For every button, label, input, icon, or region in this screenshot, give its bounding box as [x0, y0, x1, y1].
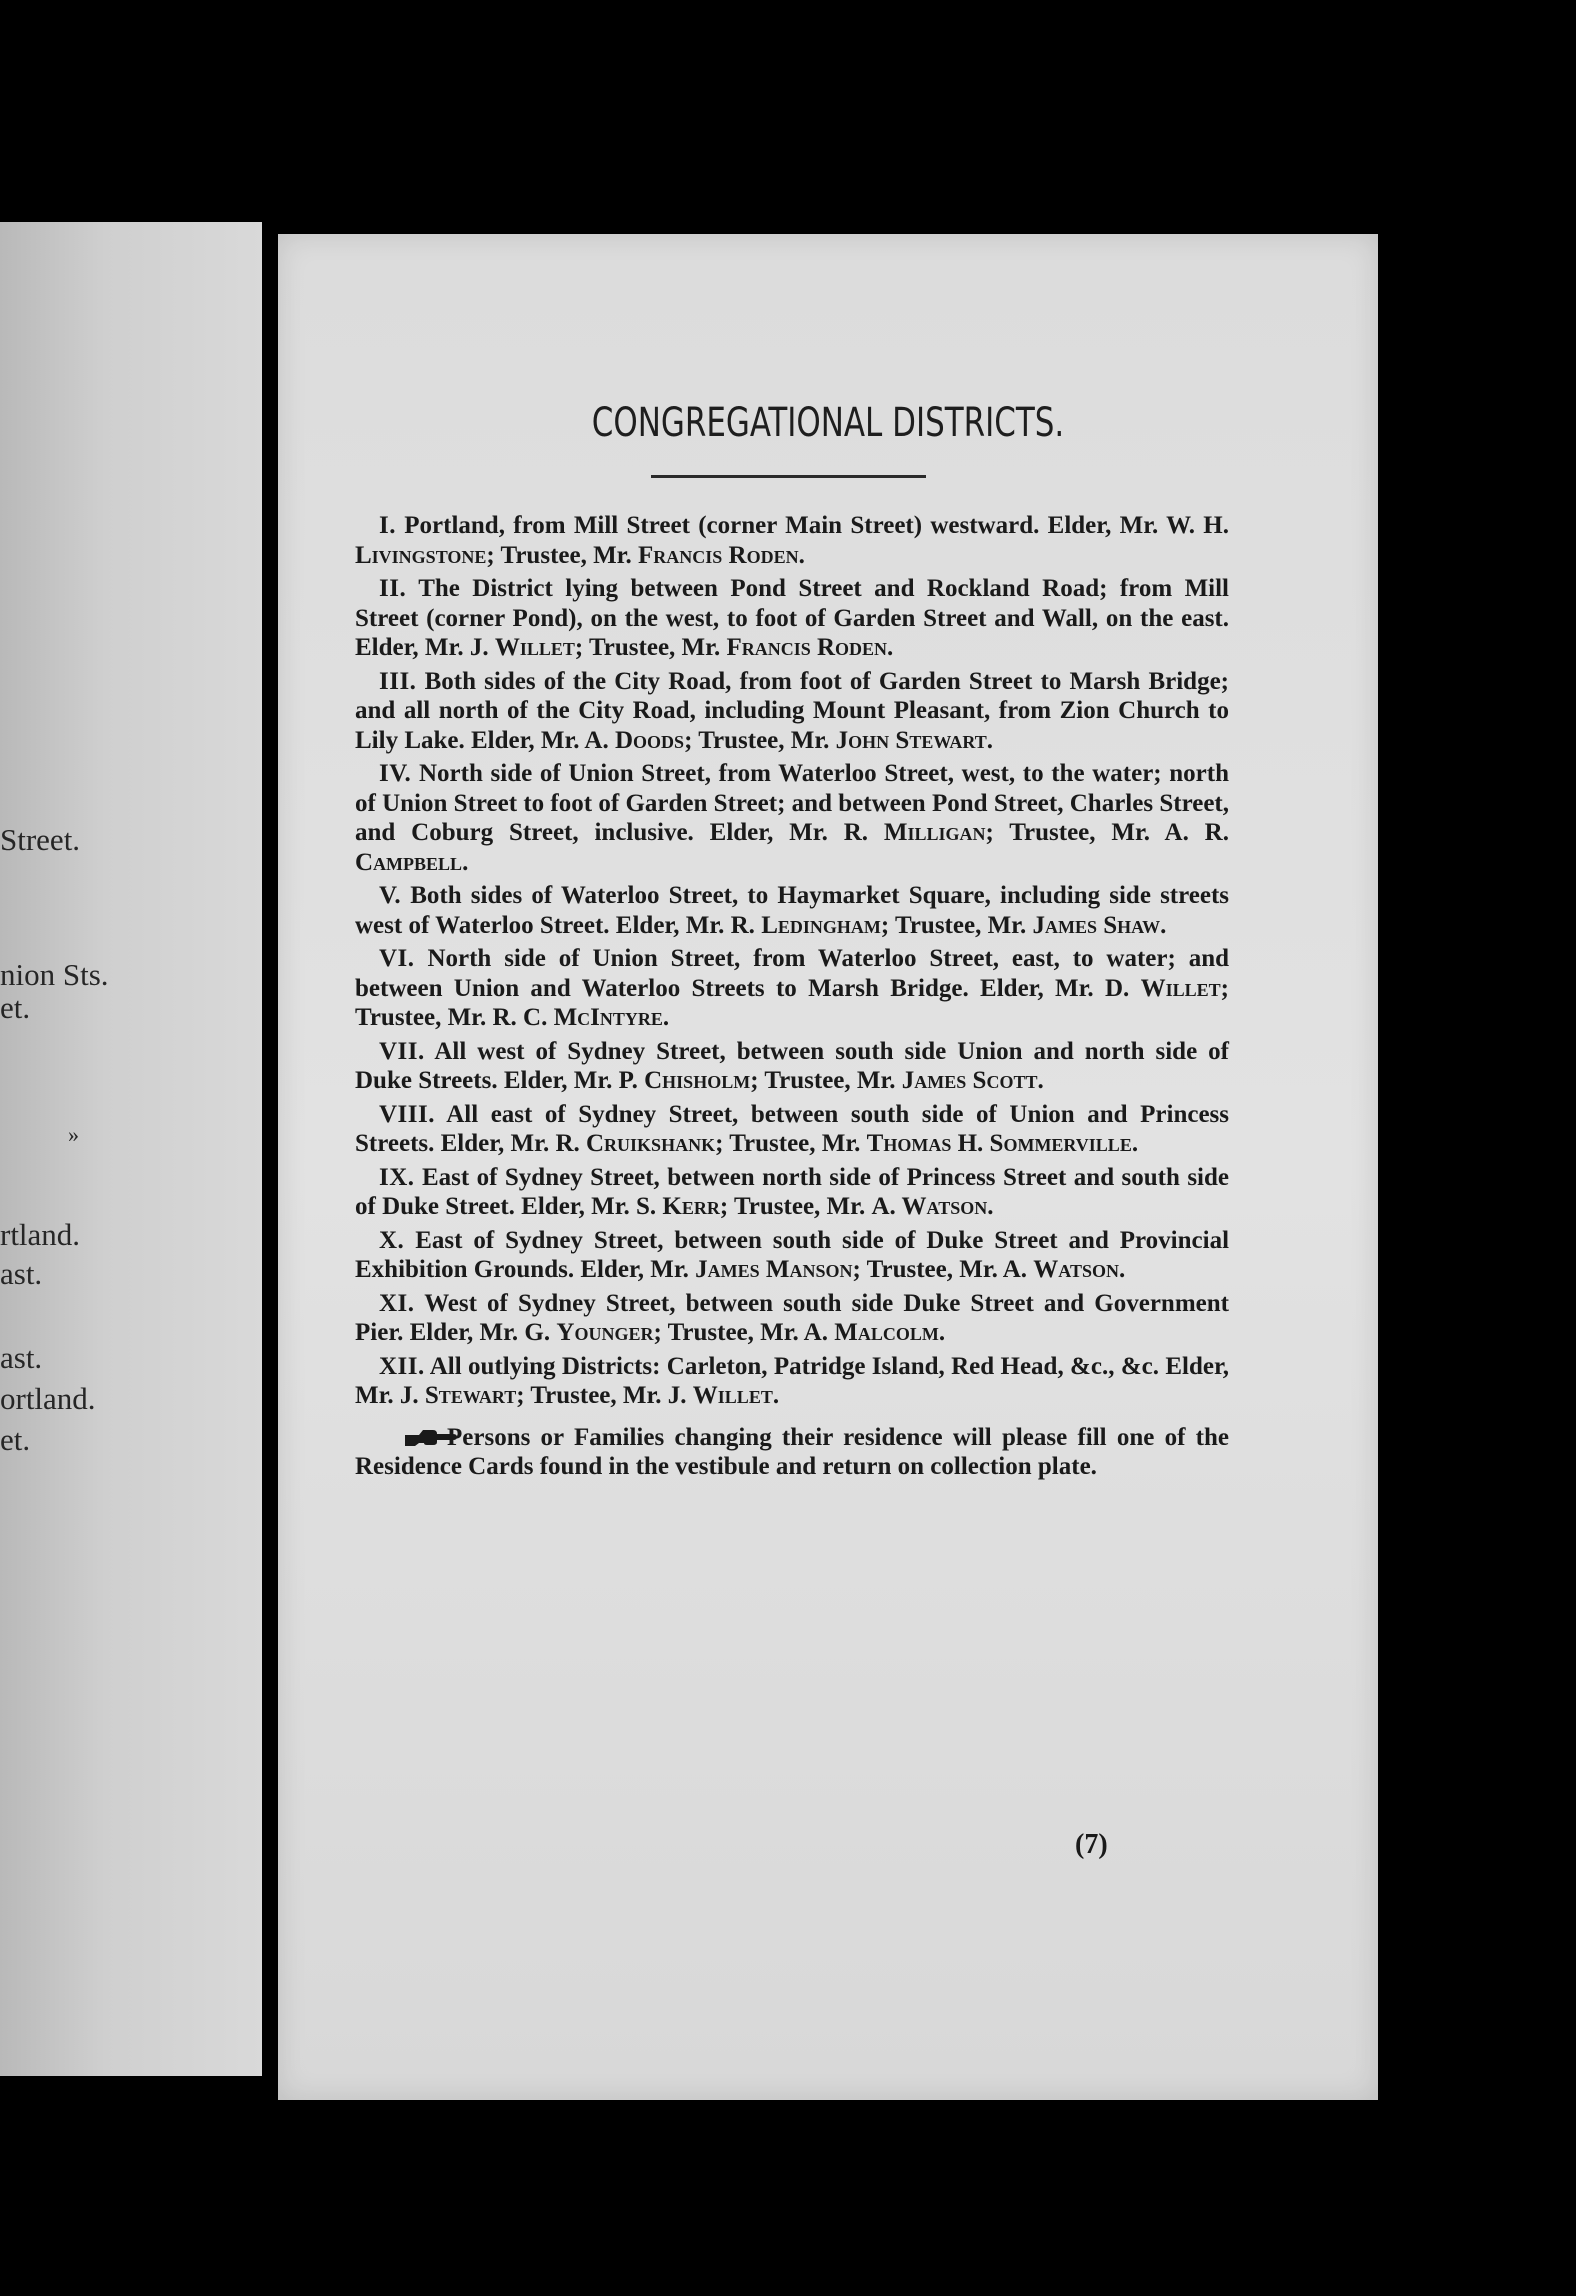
district-text: .	[462, 848, 469, 876]
district-entry	[355, 574, 1229, 663]
district-text: .	[1160, 911, 1167, 939]
district-entry	[355, 511, 1229, 570]
elder-name: Kerr	[662, 1193, 720, 1220]
trustee-name: James Shaw	[1032, 911, 1161, 939]
district-entry	[355, 1352, 1229, 1411]
district-numeral: VI.	[379, 945, 415, 972]
district-text: .	[987, 1193, 994, 1220]
title-rule	[651, 475, 926, 478]
district-text: Both sides of Waterloo Street, to Haymarket Square, including side streets west of Waterloo Street. Elder, Mr. R.	[355, 882, 1230, 939]
notice-text: Persons or Families changing their residence will please fill one of the Residence Cards found in the vestibule and return on collection plate.	[355, 1423, 1229, 1480]
district-text: .	[938, 1319, 946, 1346]
district-numeral: III.	[379, 667, 417, 695]
district-text: North side of Union Street, from Waterloo Street, east, to water; and between Union and Waterloo Streets to Marsh Bridge. Elder, Mr. D.	[355, 945, 1230, 1002]
district-text: North side of Union Street, from Waterloo Street, west, to the water; north of Union Street to foot of Garden Street; and between Pond Street, Charles Street, and Coburg Street, inclusive. Elder, Mr. R.	[355, 760, 1230, 846]
districts-list	[355, 511, 1229, 1486]
left-text-fragment: ortland.	[0, 1381, 96, 1416]
district-text: ; Trustee, Mr.	[684, 726, 836, 754]
district-text: ; Trustee, Mr. A. R.	[985, 819, 1229, 846]
district-text: .	[798, 541, 805, 569]
district-numeral: IV.	[379, 760, 412, 787]
elder-name: Younger	[556, 1319, 654, 1346]
district-text: East of Sydney Street, between north side of Princess Street and south side of Duke Street. Elder, Mr. S.	[355, 1163, 1230, 1220]
trustee-name: Campbell	[355, 848, 463, 876]
district-numeral: VII.	[379, 1037, 425, 1065]
district-entry	[355, 1163, 1229, 1222]
district-text: ; Trustee, Mr. A.	[852, 1256, 1034, 1283]
trustee-name: Malcolm	[834, 1319, 939, 1346]
page-title: CONGREGATIONAL DISTRICTS.	[591, 400, 1065, 446]
page-number: (7)	[1075, 1829, 1108, 1860]
trustee-name: Francis Roden	[726, 634, 888, 661]
district-numeral: X.	[379, 1226, 405, 1254]
trustee-name: Willet	[692, 1382, 773, 1409]
trustee-name: Thomas H. Sommerville	[866, 1130, 1132, 1157]
district-text: ; Trustee, Mr.	[486, 541, 638, 569]
trustee-name: McIntyre	[553, 1004, 663, 1031]
district-numeral: XII.	[379, 1352, 425, 1380]
elder-name: Milligan	[883, 819, 986, 846]
elder-name: Willet	[1140, 974, 1221, 1002]
elder-name: Doods	[615, 726, 685, 754]
left-text-fragment: et.	[0, 1422, 31, 1457]
district-entry	[355, 759, 1229, 877]
district-entry	[355, 1037, 1229, 1096]
left-text-fragment: »	[68, 1122, 79, 1147]
district-text: .	[986, 726, 993, 754]
district-numeral: I.	[379, 512, 396, 539]
trustee-name: Francis Roden	[637, 541, 799, 569]
elder-name: Willet	[494, 634, 575, 661]
district-numeral: IX.	[379, 1163, 415, 1191]
elder-name: Ledingham	[761, 911, 881, 939]
district-entry	[355, 667, 1229, 756]
district-text: Portland, from Mill Street (corner Main Street) westward. Elder, Mr. W. H.	[404, 512, 1229, 539]
district-text: ; Trustee, Mr.	[880, 911, 1033, 939]
district-text: .	[772, 1382, 780, 1409]
left-text-fragment: nion Sts.	[0, 957, 109, 992]
district-text: ; Trustee, Mr. J.	[516, 1382, 693, 1409]
district-numeral: VIII.	[379, 1100, 435, 1128]
trustee-name: A. Watson	[871, 1193, 988, 1220]
left-text-fragment: Street.	[0, 822, 81, 857]
district-text: ; Trustee, Mr.	[574, 634, 727, 661]
left-text-fragment: ast.	[0, 1256, 43, 1291]
elder-name: Livingstone	[355, 541, 487, 569]
page-gutter	[262, 222, 278, 2076]
district-text: .	[1037, 1067, 1044, 1094]
district-text: .	[1131, 1130, 1139, 1157]
trustee-name: John Stewart	[835, 726, 987, 754]
elder-name: James Manson	[695, 1256, 853, 1283]
district-entry	[355, 1100, 1229, 1159]
district-text: West of Sydney Street, between south side Duke Street and Government Pier. Elder, Mr. G.	[355, 1289, 1229, 1346]
district-entry	[355, 1226, 1229, 1285]
district-text: All outlying Districts: Carleton, Patridge Island, Red Head, &c., &c. Elder, Mr. J.	[355, 1352, 1229, 1409]
trustee-name: James Scott	[901, 1067, 1038, 1094]
district-numeral: V.	[379, 882, 402, 909]
district-text: ; Trustee, Mr.	[719, 1193, 872, 1220]
district-text: ; Trustee, Mr.	[750, 1067, 902, 1094]
district-text: All east of Sydney Street, between south side of Union and Princess Streets. Elder, Mr. R.	[355, 1100, 1229, 1157]
document-page	[278, 234, 1378, 2100]
elder-name: Chisholm	[644, 1067, 751, 1094]
district-entry	[355, 944, 1229, 1033]
left-text-fragment: et.	[0, 990, 31, 1025]
left-text-fragment: ast.	[0, 1340, 43, 1375]
district-entry	[355, 1289, 1229, 1348]
district-text: The District lying between Pond Street and Rockland Road; from Mill Street (corner Pond), on the west, to foot of Garden Street and Wall, on the east. Elder, Mr. J.	[355, 575, 1229, 661]
district-numeral: II.	[379, 575, 407, 602]
district-text: .	[662, 1004, 670, 1031]
pointing-hand-icon	[379, 1423, 447, 1453]
district-entry	[355, 881, 1229, 940]
district-text: ; Trustee, Mr. A.	[653, 1319, 835, 1346]
district-text: Both sides of the City Road, from foot of Garden Street to Marsh Bridge; and all north of the City Road, including Mount Pleasant, from Zion Church to Lily Lake. Elder, Mr. A.	[355, 667, 1230, 754]
elder-name: Stewart	[424, 1382, 517, 1409]
trustee-name: Watson	[1033, 1256, 1119, 1283]
district-text: .	[887, 634, 894, 661]
district-text: All west of Sydney Street, between south side Union and north side of Duke Streets. Elder, Mr. P.	[355, 1037, 1229, 1094]
elder-name: Cruikshank	[586, 1130, 716, 1157]
district-text: East of Sydney Street, between south side of Duke Street and Provincial Exhibition Grounds. Elder, Mr.	[355, 1226, 1230, 1283]
left-page-fragment	[0, 222, 262, 2076]
residence-notice	[355, 1423, 1229, 1482]
district-text: ; Trustee, Mr. R. C.	[355, 974, 1229, 1031]
left-text-fragment: rtland.	[0, 1217, 81, 1252]
district-numeral: XI.	[379, 1289, 415, 1317]
district-text: .	[1118, 1256, 1126, 1283]
district-text: ; Trustee, Mr.	[715, 1130, 867, 1157]
